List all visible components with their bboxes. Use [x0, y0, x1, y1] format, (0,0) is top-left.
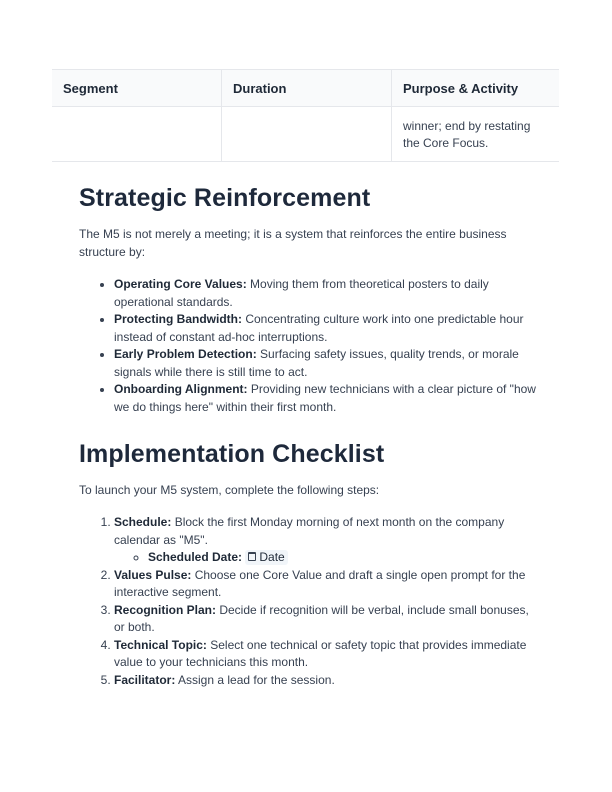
list-item — [114, 602, 539, 637]
checklist-intro: To launch your M5 system, complete the following steps: — [79, 483, 380, 497]
table-cell-duration — [222, 107, 392, 162]
calendar-icon — [248, 552, 256, 561]
section-heading-checklist: Implementation Checklist — [79, 440, 385, 468]
list-item-text: Surfacing safety issues, quality trends, or morale signals while there is still time to act. — [114, 347, 519, 379]
list-item — [114, 514, 539, 567]
list-item — [114, 672, 539, 690]
list-item-text: Assign a lead for the session. — [175, 672, 335, 687]
column-header-segment: Segment — [52, 70, 222, 107]
column-header-purpose: Purpose & Activity — [392, 70, 560, 107]
list-item-term: Operating Core Values: — [114, 277, 247, 291]
list-item-term: Schedule: — [114, 515, 172, 529]
list-item-term: Onboarding Alignment: — [114, 382, 248, 396]
list-item-term: Values Pulse: — [114, 567, 192, 582]
list-item-term: Protecting Bandwidth: — [114, 312, 242, 326]
date-chip[interactable] — [245, 550, 287, 565]
list-item-text: Providing new technicians with a clear picture of "how we do things here" within their first month. — [114, 382, 536, 414]
list-item — [114, 381, 539, 416]
list-item — [114, 311, 539, 346]
list-item-text: Decide if recognition will be verbal, include small bonuses, or both. — [114, 602, 529, 634]
scheduled-date-item — [148, 549, 539, 567]
table-header-row — [52, 70, 559, 107]
section-heading-reinforcement: Strategic Reinforcement — [79, 184, 371, 212]
list-item-text: Concentrating culture work into one predictable hour instead of constant ad-hoc interruptions. — [114, 312, 524, 344]
table-cell-purpose: winner; end by restating the Core Focus. — [392, 107, 560, 162]
list-item — [114, 637, 539, 672]
table-cell-segment — [52, 107, 222, 162]
column-header-duration: Duration — [222, 70, 392, 107]
list-item-term: Facilitator: — [114, 672, 176, 687]
list-item-text: Moving them from theoretical posters to daily operational standards. — [114, 277, 489, 309]
list-item — [114, 276, 539, 311]
date-chip-label: Date — [259, 550, 285, 564]
list-item-text: Block the first Monday morning of next month on the company calendar as "M5". — [114, 515, 505, 547]
scheduled-date-label: Scheduled Date: — [148, 550, 243, 564]
list-item-term: Early Problem Detection: — [114, 347, 257, 361]
list-item-term: Recognition Plan: — [114, 602, 216, 617]
agenda-table — [52, 69, 559, 162]
reinforcement-list — [79, 276, 539, 416]
checklist-list — [79, 514, 539, 689]
list-item — [114, 346, 539, 381]
list-item-term: Technical Topic: — [114, 637, 207, 652]
list-item-text: Choose one Core Value and draft a single open prompt for the interactive segment. — [114, 567, 526, 599]
list-item — [114, 567, 539, 602]
table-row — [52, 107, 559, 162]
strategic-reinforcement-section — [79, 184, 539, 416]
implementation-checklist-section — [79, 440, 539, 689]
list-item-text: Select one technical or safety topic that provides immediate value to your technicians this month. — [114, 637, 527, 669]
reinforcement-intro: The M5 is not merely a meeting; it is a system that reinforces the entire business structure by: — [79, 227, 507, 259]
schedule-sublist — [114, 549, 539, 567]
